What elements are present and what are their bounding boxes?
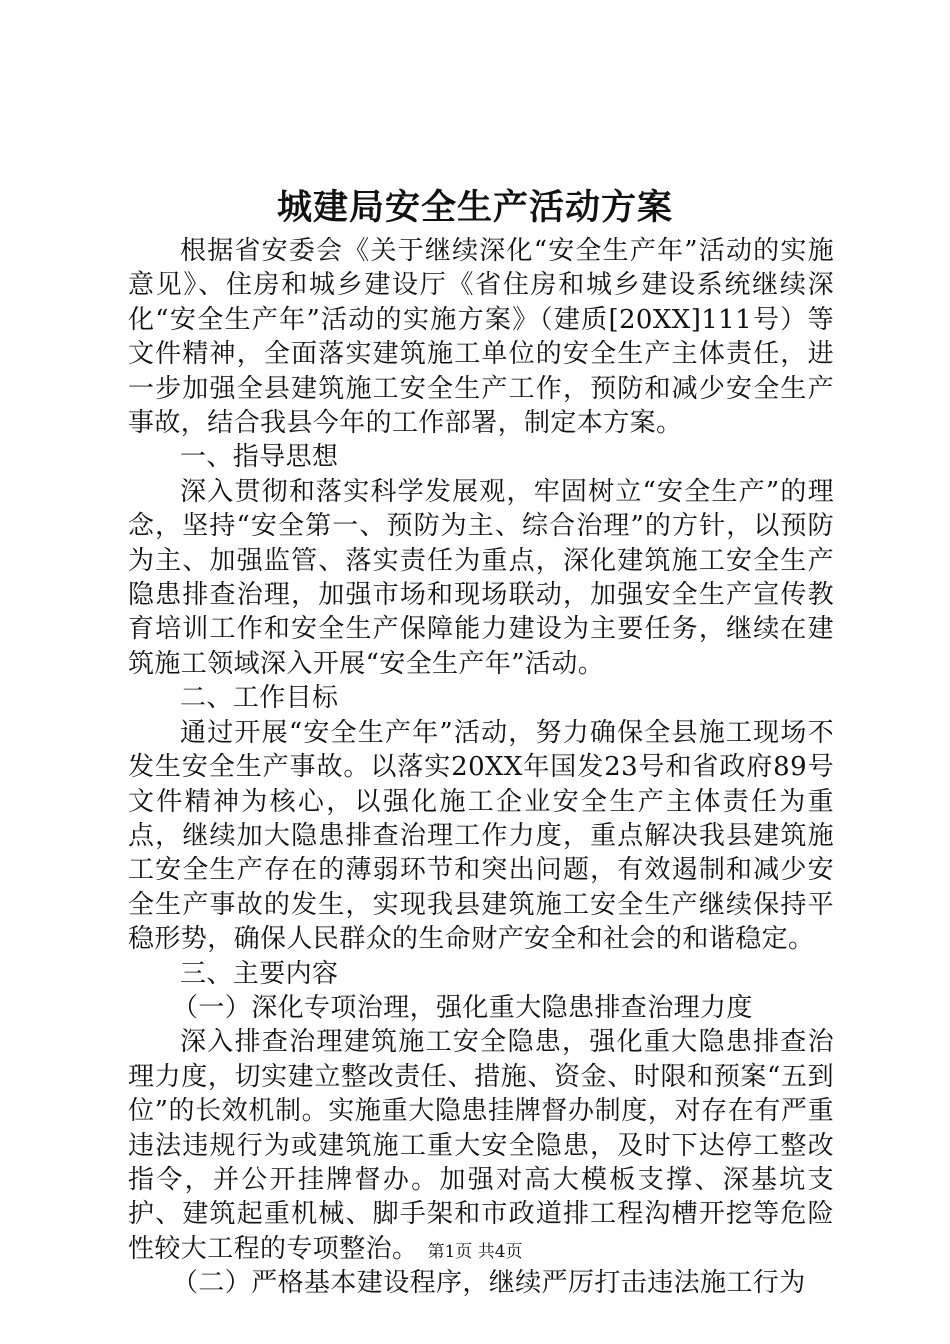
- section-1-paragraph: 深入贯彻和落实科学发展观，牢固树立“安全生产”的理念，坚持“安全第一、预防为主、综合治理”的方针，以预防为主、加强监管、落实责任为重点，深化建筑施工安全生产隐患排查治理，加强市场和现场联动，加强安全生产宣传教育培训工作和安全生产保障能力建设为主要任务，继续在建筑施工领域深入开展“安全生产年”活动。: [128, 476, 834, 679]
- section-3-paragraph-1: 深入排查治理建筑施工安全隐患，强化重大隐患排查治理力度，切实建立整改责任、措施、资金、时限和预案“五到位”的长效机制。实施重大隐患挂牌督办制度，对存在有严重违法违规行为或建筑施工重大安全隐患，及时下达停工整改指令，并公开挂牌督办。加强对高大模板支撑、深基坑支护、建筑起重机械、脚手架和市政道排工程沟槽开挖等危险性较大工程的专项整治。: [128, 1027, 834, 1264]
- section-2-heading: 二、工作目标: [180, 683, 339, 714]
- section-2-paragraph: 通过开展“安全生产年”活动，努力确保全县施工现场不发生安全生产事故。以落实20XX年国发23号和省政府89号文件精神为核心，以强化施工企业安全生产主体责任为重点，继续加大隐患排查治理工作力度，重点解决我县建筑施工安全生产存在的薄弱环节和突出问题，有效遏制和减少安全生产事故的发生，实现我县建筑施工安全生产继续保持平稳形势，确保人民群众的生命财产安全和社会的和谐稳定。: [128, 717, 834, 955]
- intro-paragraph: 根据省安委会《关于继续深化“安全生产年”活动的实施意见》、住房和城乡建设厅《省住房和城乡建设系统继续深化“安全生产年”活动的实施方案》（建质[20XX]111号）等文件精神，全面落实建筑施工单位的安全生产主体责任，进一步加强全县建筑施工安全生产工作，预防和减少安全生产事故，结合我县今年的工作部署，制定本方案。: [128, 236, 834, 439]
- document-body: [128, 234, 834, 1301]
- document-title: 城建局安全生产活动方案: [276, 187, 673, 228]
- section-3-heading: 三、主要内容: [180, 958, 339, 989]
- page-footer: 第1页 共4页: [427, 1242, 523, 1262]
- section-3-subheading-2: （二）严格基本建设程序，继续严厉打击违法施工行为: [172, 1268, 806, 1299]
- section-1-heading: 一、指导思想: [180, 442, 339, 473]
- section-3-subheading-1: （一）深化专项治理，强化重大隐患排查治理力度: [172, 992, 753, 1023]
